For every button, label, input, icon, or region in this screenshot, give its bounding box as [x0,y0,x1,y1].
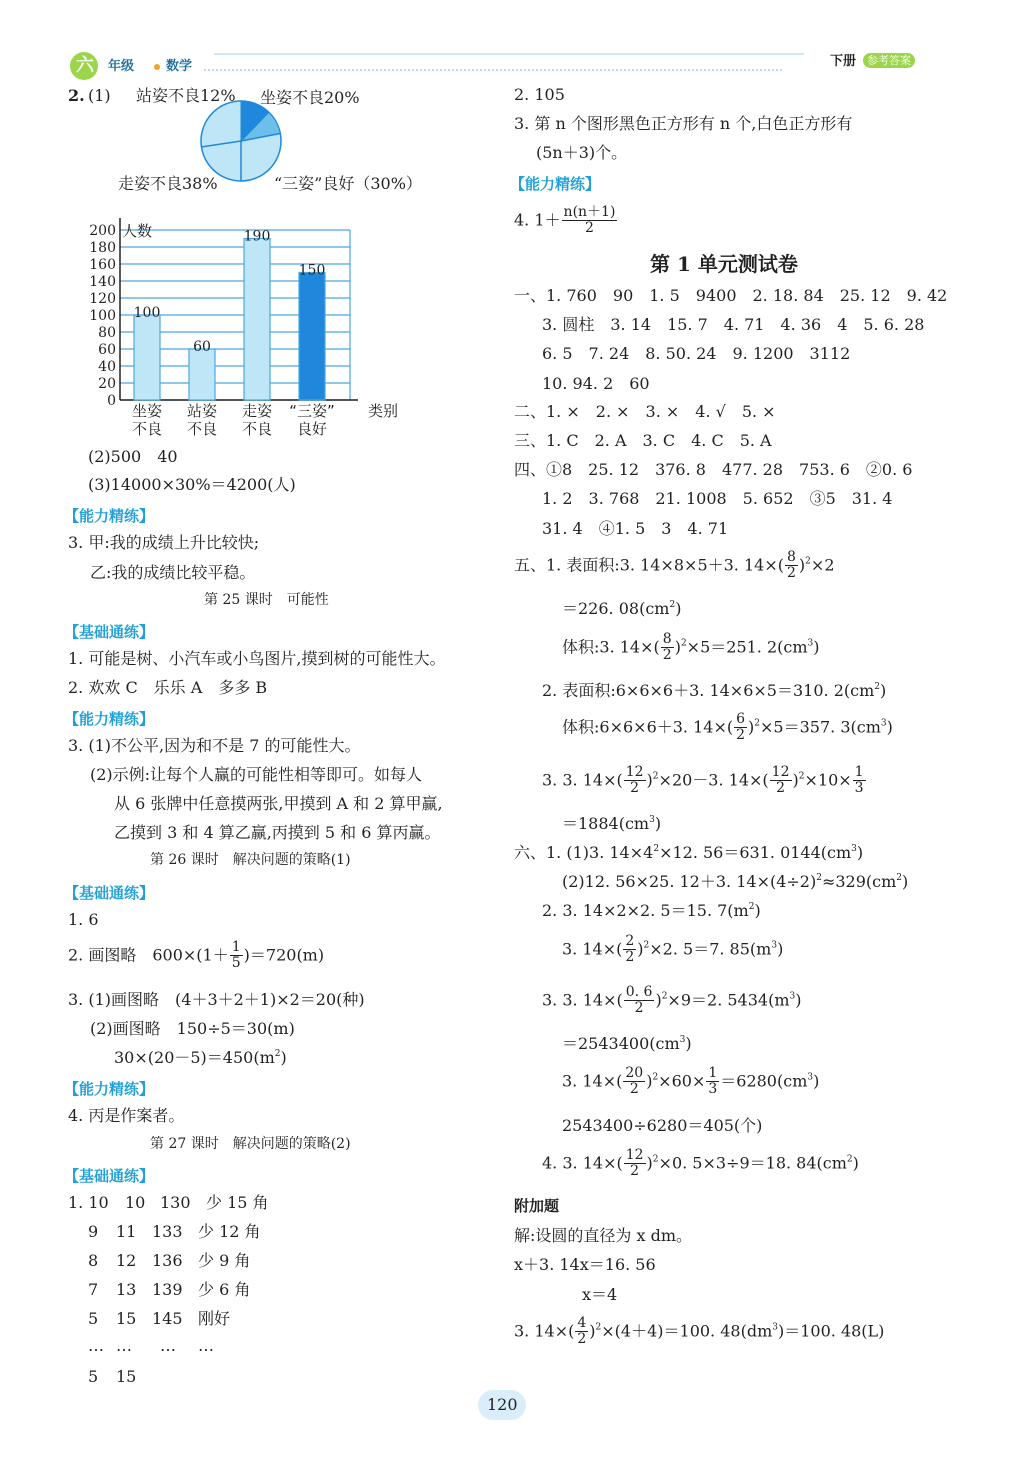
fraction [624,765,646,797]
answer-b2: 2. 欢欢 C 乐乐 A 多多 B [68,678,268,697]
answer-3b: 乙:我的成绩比较平稳。 [90,563,256,582]
section-ability-r1: 【能力精练】 [510,175,601,193]
q6-2b [562,934,783,966]
frac-den: 2 [625,949,635,966]
frac-den: 2 [577,1331,587,1348]
table-cell: 11 [116,1222,137,1241]
table-cell: 8 [88,1251,99,1270]
sup: 2 [652,1154,659,1165]
page-header [64,48,934,78]
sup: 2 [896,873,903,883]
close: ) [646,770,653,790]
q6-3b [562,1036,692,1052]
sup: 2 [798,771,805,782]
close: ) [589,1321,596,1341]
test-calc-2: 1. 2 3. 768 21. 1008 5. 652 ③5 31. 4 [542,489,893,508]
frac-den: 3 [708,1081,718,1098]
category-label: 坐姿 [131,402,163,420]
table-cell: 1. 10 [68,1193,109,1212]
q63-b: ×9＝2. 5434(m [667,990,790,1010]
close: ) [654,814,662,833]
table-cell: 145 [152,1309,183,1328]
bar [134,315,160,400]
q62-b: 3. 14×( [562,939,623,959]
close: ) [777,939,784,959]
answer-d2 [68,940,324,972]
q6-1-2 [562,874,908,890]
fraction [623,934,636,966]
q53-a: 3. 3. 14×( [542,770,623,790]
r4-start: 4. 1＋ [514,210,561,230]
bonus-line-4 [514,1316,884,1348]
close: ) [852,1153,859,1173]
sup: 2 [669,600,676,610]
data-label: 190 [243,228,271,245]
y-tick-label: 180 [89,240,116,256]
table-cell: … [116,1336,132,1355]
q5-3-result [562,816,661,832]
q51-e: ＝226. 08(cm [562,599,670,618]
q6-3a [542,985,801,1017]
frac-den: 2 [662,647,672,664]
category-label: 良好 [296,420,328,438]
close: ) [856,843,864,862]
frac-den: 3 [854,780,864,797]
sup: 3 [880,718,887,729]
sup: 2 [661,991,668,1002]
sup: 2 [816,873,822,883]
lesson-27-title: 第 27 课时 解决问题的策略(2) [150,1136,351,1152]
frac-den: 2 [787,565,796,582]
test-line-4: 10. 94. 2 60 [542,374,650,393]
answer-badge: 参考答案 [863,53,915,68]
q5-3 [542,765,867,797]
q51-b: ) [798,555,806,575]
pie-label-good: “三姿”良好（30%） [274,174,422,193]
fj4-a: 3. 14×( [514,1321,575,1341]
q61-b: ×12. 56＝631. 0144(cm [659,843,852,862]
table-cell: 139 [152,1280,183,1299]
q5-1-result [562,601,681,617]
d3c-sup: 2 [274,1049,281,1059]
bar-chart [80,200,400,445]
close: ) [637,939,644,959]
q62-a: 2. 3. 14×2×2. 5＝15. 7(m [542,901,749,920]
q52-c: ×5＝357. 3(cm [760,717,881,737]
answer-d2-end: )＝720(m) [243,945,325,965]
table-cell: 13 [116,1280,137,1299]
close: ) [655,990,662,1010]
sup: 2 [754,718,761,729]
table-cell: 少 9 角 [198,1251,251,1270]
table-cell: 133 [152,1222,183,1241]
q52-a: 2. 表面积:6×6×6＋3. 14×6×5＝310. 2(cm [542,681,875,700]
close: ) [792,770,799,790]
category-label: 不良 [241,420,273,438]
q63-c: ＝2543400(cm [562,1034,680,1053]
answer-b1: 1. 可能是树、小汽车或小鸟图片,摸到树的可能性大。 [68,649,446,668]
table-cell: 10 [125,1193,146,1212]
frac-num: 0. 6 [625,984,653,1000]
q61-a: 六、1. (1)3. 14×4 [514,843,654,862]
bonus-line-1: 解:设圆的直径为 x dm。 [514,1226,693,1245]
frac-num: 12 [625,1147,644,1163]
q63-e: 3. 14×( [562,1071,623,1091]
dot-icon [154,64,160,70]
r-answer-3a: 3. 第 n 个图形黑色正方形有 n 个,白色正方形有 [514,114,853,133]
sup: 3 [771,940,778,951]
frac-num: 20 [625,1065,644,1081]
close: ) [674,637,681,657]
pie-chart [198,98,284,184]
sup: 2 [652,771,659,782]
fraction-1-5 [230,940,243,972]
close: ) [813,637,820,657]
section-basic-3: 【基础通练】 [64,1167,155,1185]
category-label: 不良 [186,420,218,438]
data-label: 100 [133,305,161,321]
frac-den: 2 [736,727,746,744]
data-label: 150 [298,262,326,279]
test-calc-3: 31. 4 ④1. 5 3 4. 71 [542,519,729,538]
frac-num: 1 [708,1065,718,1081]
category-label: “三姿” [289,402,335,420]
pie-q-number: 2. [68,86,85,105]
table-cell: … [160,1336,176,1355]
category-label: 走姿 [241,402,273,420]
table-cell: 刚好 [198,1309,231,1328]
sup: 2 [748,902,755,912]
fraction [853,765,866,797]
table-cell: 136 [152,1251,183,1270]
y-tick-label: 0 [107,393,116,409]
table-cell: 9 [88,1222,99,1241]
bar [244,239,270,401]
frac-den: 2 [630,1163,640,1180]
test-line-3: 6. 5 7. 24 8. 50. 24 9. 1200 3112 [542,344,851,363]
q5-2-volume [562,712,893,744]
r-answer-2: 2. 105 [514,85,565,104]
test-tf: 二、1. × 2. × 3. × 4. √ 5. × [514,402,776,421]
sup: 3 [851,844,857,854]
fj4-b: ×(4＋4)＝100. 48(dm [601,1321,773,1341]
pie-label-stand: 站姿不良12% [136,86,236,105]
q53-b: ×20－3. 14×( [658,770,769,790]
d3c-text: 30×(20－5)＝450(m [114,1048,275,1067]
q6-2a [542,903,761,919]
table-cell: … [88,1336,104,1355]
sup: 2 [595,1322,602,1333]
sup: 3 [807,638,814,649]
fraction [624,1148,646,1180]
lesson-26-title: 第 26 课时 解决问题的策略(1) [150,852,351,868]
y-tick-label: 80 [98,325,116,341]
answer-e4: 4. 丙是作案者。 [68,1106,185,1125]
category-label: 不良 [131,420,163,438]
answer-3a: 3. 甲:我的成绩上升比较快; [68,533,260,552]
bonus-title: 附加题 [514,1197,560,1215]
section-basic-2: 【基础通练】 [64,884,155,902]
answer-2-2: (2)500 40 [88,447,178,466]
close: ) [886,717,893,737]
q52-b: 体积:6×6×6＋3. 14×( [562,717,734,737]
fraction-n [562,205,618,237]
lesson-25-title: 第 25 课时 可能性 [204,592,329,608]
frac-den: 2 [634,1000,644,1017]
unit-test-title: 第 1 单元测试卷 [650,252,798,276]
sup: 3 [807,1072,814,1083]
y-tick-label: 20 [98,376,116,392]
table-cell: 5 [88,1309,99,1328]
close: ) [902,872,909,891]
table-cell: 少 15 角 [206,1193,269,1212]
sup: 2 [680,638,687,649]
q6-1-1 [514,845,863,861]
table-cell: 7 [88,1280,99,1299]
q5-2-surface [542,683,886,699]
y-tick-label: 60 [98,342,116,358]
q64-a: 4. 3. 14×( [542,1153,623,1173]
close: ) [646,1071,653,1091]
fraction [575,1316,588,1348]
answer-c3b: (2)示例:让每个人赢的可能性相等即可。如每人 [90,765,423,784]
sup: 3 [679,1035,686,1045]
y-tick-label: 140 [89,274,116,290]
frac-den: 2 [776,780,786,797]
fraction [770,765,792,797]
fraction [785,550,798,582]
sup: 2 [846,1154,853,1165]
frac-num: 2 [625,933,635,949]
section-basic-1: 【基础通练】 [64,623,155,641]
fraction [623,1066,645,1098]
frac-num: n(n＋1) [563,204,616,220]
sup: 2 [874,682,880,692]
test-line-2: 3. 圆柱 3. 14 15. 7 4. 71 4. 36 4 5. 6. 28 [542,315,925,334]
y-tick-label: 100 [89,308,116,324]
q5-1-volume [562,632,820,664]
table-cell: 少 12 角 [198,1222,261,1241]
y-tick-label: 40 [98,359,116,375]
close: ) [879,681,887,700]
frac-num: 12 [771,764,790,780]
pie-label-walk: 走姿不良38% [118,174,218,193]
answer-c3c: 从 6 张牌中任意摸两张,甲摸到 A 和 2 算甲赢, [114,794,443,813]
answer-d3a: 3. (1)画图略 (4＋3＋2＋1)×2＝20(种) [68,990,365,1009]
x-axis-label: 类别 [368,402,399,420]
frac-num: 1 [231,939,241,955]
y-tick-label: 120 [89,291,116,307]
q64-b: ×0. 5×3÷9＝18. 84(cm [658,1153,847,1173]
d3c-end: ) [280,1048,287,1067]
q53-e: ＝1884(cm [562,814,650,833]
frac-den: 2 [585,220,594,237]
test-line-1: 一、1. 760 90 1. 5 9400 2. 18. 84 25. 12 9. 42 [514,286,948,305]
fraction [734,712,747,744]
q6-3c [562,1066,819,1098]
pie-part: (1) [88,86,111,105]
q5-1-surface [514,550,835,582]
y-axis-label: 人数 [122,222,153,240]
q51-a: 五、1. 表面积:3. 14×8×5＋3. 14×( [514,555,784,575]
sup: 2 [805,556,811,567]
q61-d: ≈329(cm [821,872,897,891]
close: ) [748,717,755,737]
q51-f: 体积:3. 14×( [562,637,660,657]
frac-num: 8 [662,631,672,647]
close: ) [646,1153,653,1173]
sup: 3 [772,1322,778,1333]
answer-d1: 1. 6 [68,910,99,929]
answer-2-3: (3)14000×30%＝4200(人) [88,475,296,494]
grade-char: 六 [76,55,94,76]
frac-den: 2 [629,1081,639,1098]
close: ) [813,1071,820,1091]
fj4-c: )＝100. 48(L) [777,1321,885,1341]
sup: 2 [652,1072,659,1083]
pie-label-sit: 坐姿不良20% [260,88,360,107]
test-choice: 三、1. C 2. A 3. C 4. C 5. A [514,431,772,450]
q6-3d: 2543400÷6280＝405(个) [562,1116,763,1135]
close: ) [685,1034,692,1053]
frac-den: 2 [630,780,640,797]
close: ) [754,901,761,920]
bonus-line-3: x＝4 [582,1285,618,1304]
q63-a: 3. 3. 14×( [542,990,623,1010]
data-label: 60 [193,339,211,355]
r-answer-3b: (5n＋3)个。 [536,143,628,162]
close: ) [675,599,682,618]
fraction [661,632,674,664]
frac-den: 5 [231,955,241,972]
category-label: 站姿 [186,402,218,420]
volume-label: 下册 [830,54,857,69]
section-ability-2: 【能力精练】 [64,710,155,728]
fraction [706,1066,719,1098]
table-cell: 15 [116,1309,137,1328]
section-ability-1: 【能力精练】 [64,507,155,525]
table-cell: 12 [116,1251,137,1270]
q63-f: ×60× [658,1071,706,1091]
subject-label: 数学 [166,59,193,74]
y-tick-label: 160 [89,257,116,273]
bar [299,273,325,401]
section-ability-3: 【能力精练】 [64,1080,155,1098]
answer-d3b: (2)画图略 150÷5＝30(m) [90,1019,295,1038]
bar [189,349,215,400]
table-cell: 15 [116,1367,137,1386]
q51-g: ×5＝251. 2(cm [686,637,808,657]
bonus-line-2: x＋3. 14x＝16. 56 [514,1255,656,1274]
fraction [624,985,655,1017]
answer-c3a: 3. (1)不公平,因为和不是 7 的可能性大。 [68,736,361,755]
frac-num: 12 [625,764,644,780]
y-tick-label: 200 [89,223,116,239]
sup: 3 [649,815,655,825]
q61-c: (2)12. 56×25. 12＋3. 14×(4÷2) [562,872,817,891]
test-calc-1: 四、①8 25. 12 376. 8 477. 28 753. 6 ②0. 6 [514,460,913,479]
grade-label: 年级 [108,59,135,74]
frac-num: 8 [787,549,796,565]
frac-num: 6 [736,711,746,727]
frac-num: 1 [854,764,864,780]
sup: 3 [789,991,796,1002]
close: ) [795,990,802,1010]
answer-d3c [114,1050,287,1066]
q53-c: ×10× [804,770,852,790]
table-cell: 130 [160,1193,191,1212]
q6-4 [542,1148,859,1180]
r-answer-4 [514,205,618,237]
answer-d2-start: 2. 画图略 600×(1＋ [68,945,229,965]
frac-num: 4 [577,1315,587,1331]
page-number: 120 [487,1395,518,1414]
table-cell: … [198,1336,214,1355]
header-decoration [64,48,934,78]
answer-c3d: 乙摸到 3 和 4 算乙赢,丙摸到 5 和 6 算丙赢。 [114,823,441,842]
q63-g: ＝6280(cm [720,1071,808,1091]
table-cell: 少 6 角 [198,1280,251,1299]
sup: 2 [643,940,650,951]
sup: 2 [653,844,660,854]
table-cell: 5 [88,1367,99,1386]
q51-c: ×2 [810,555,835,575]
q62-c: ×2. 5＝7. 85(m [649,939,772,959]
